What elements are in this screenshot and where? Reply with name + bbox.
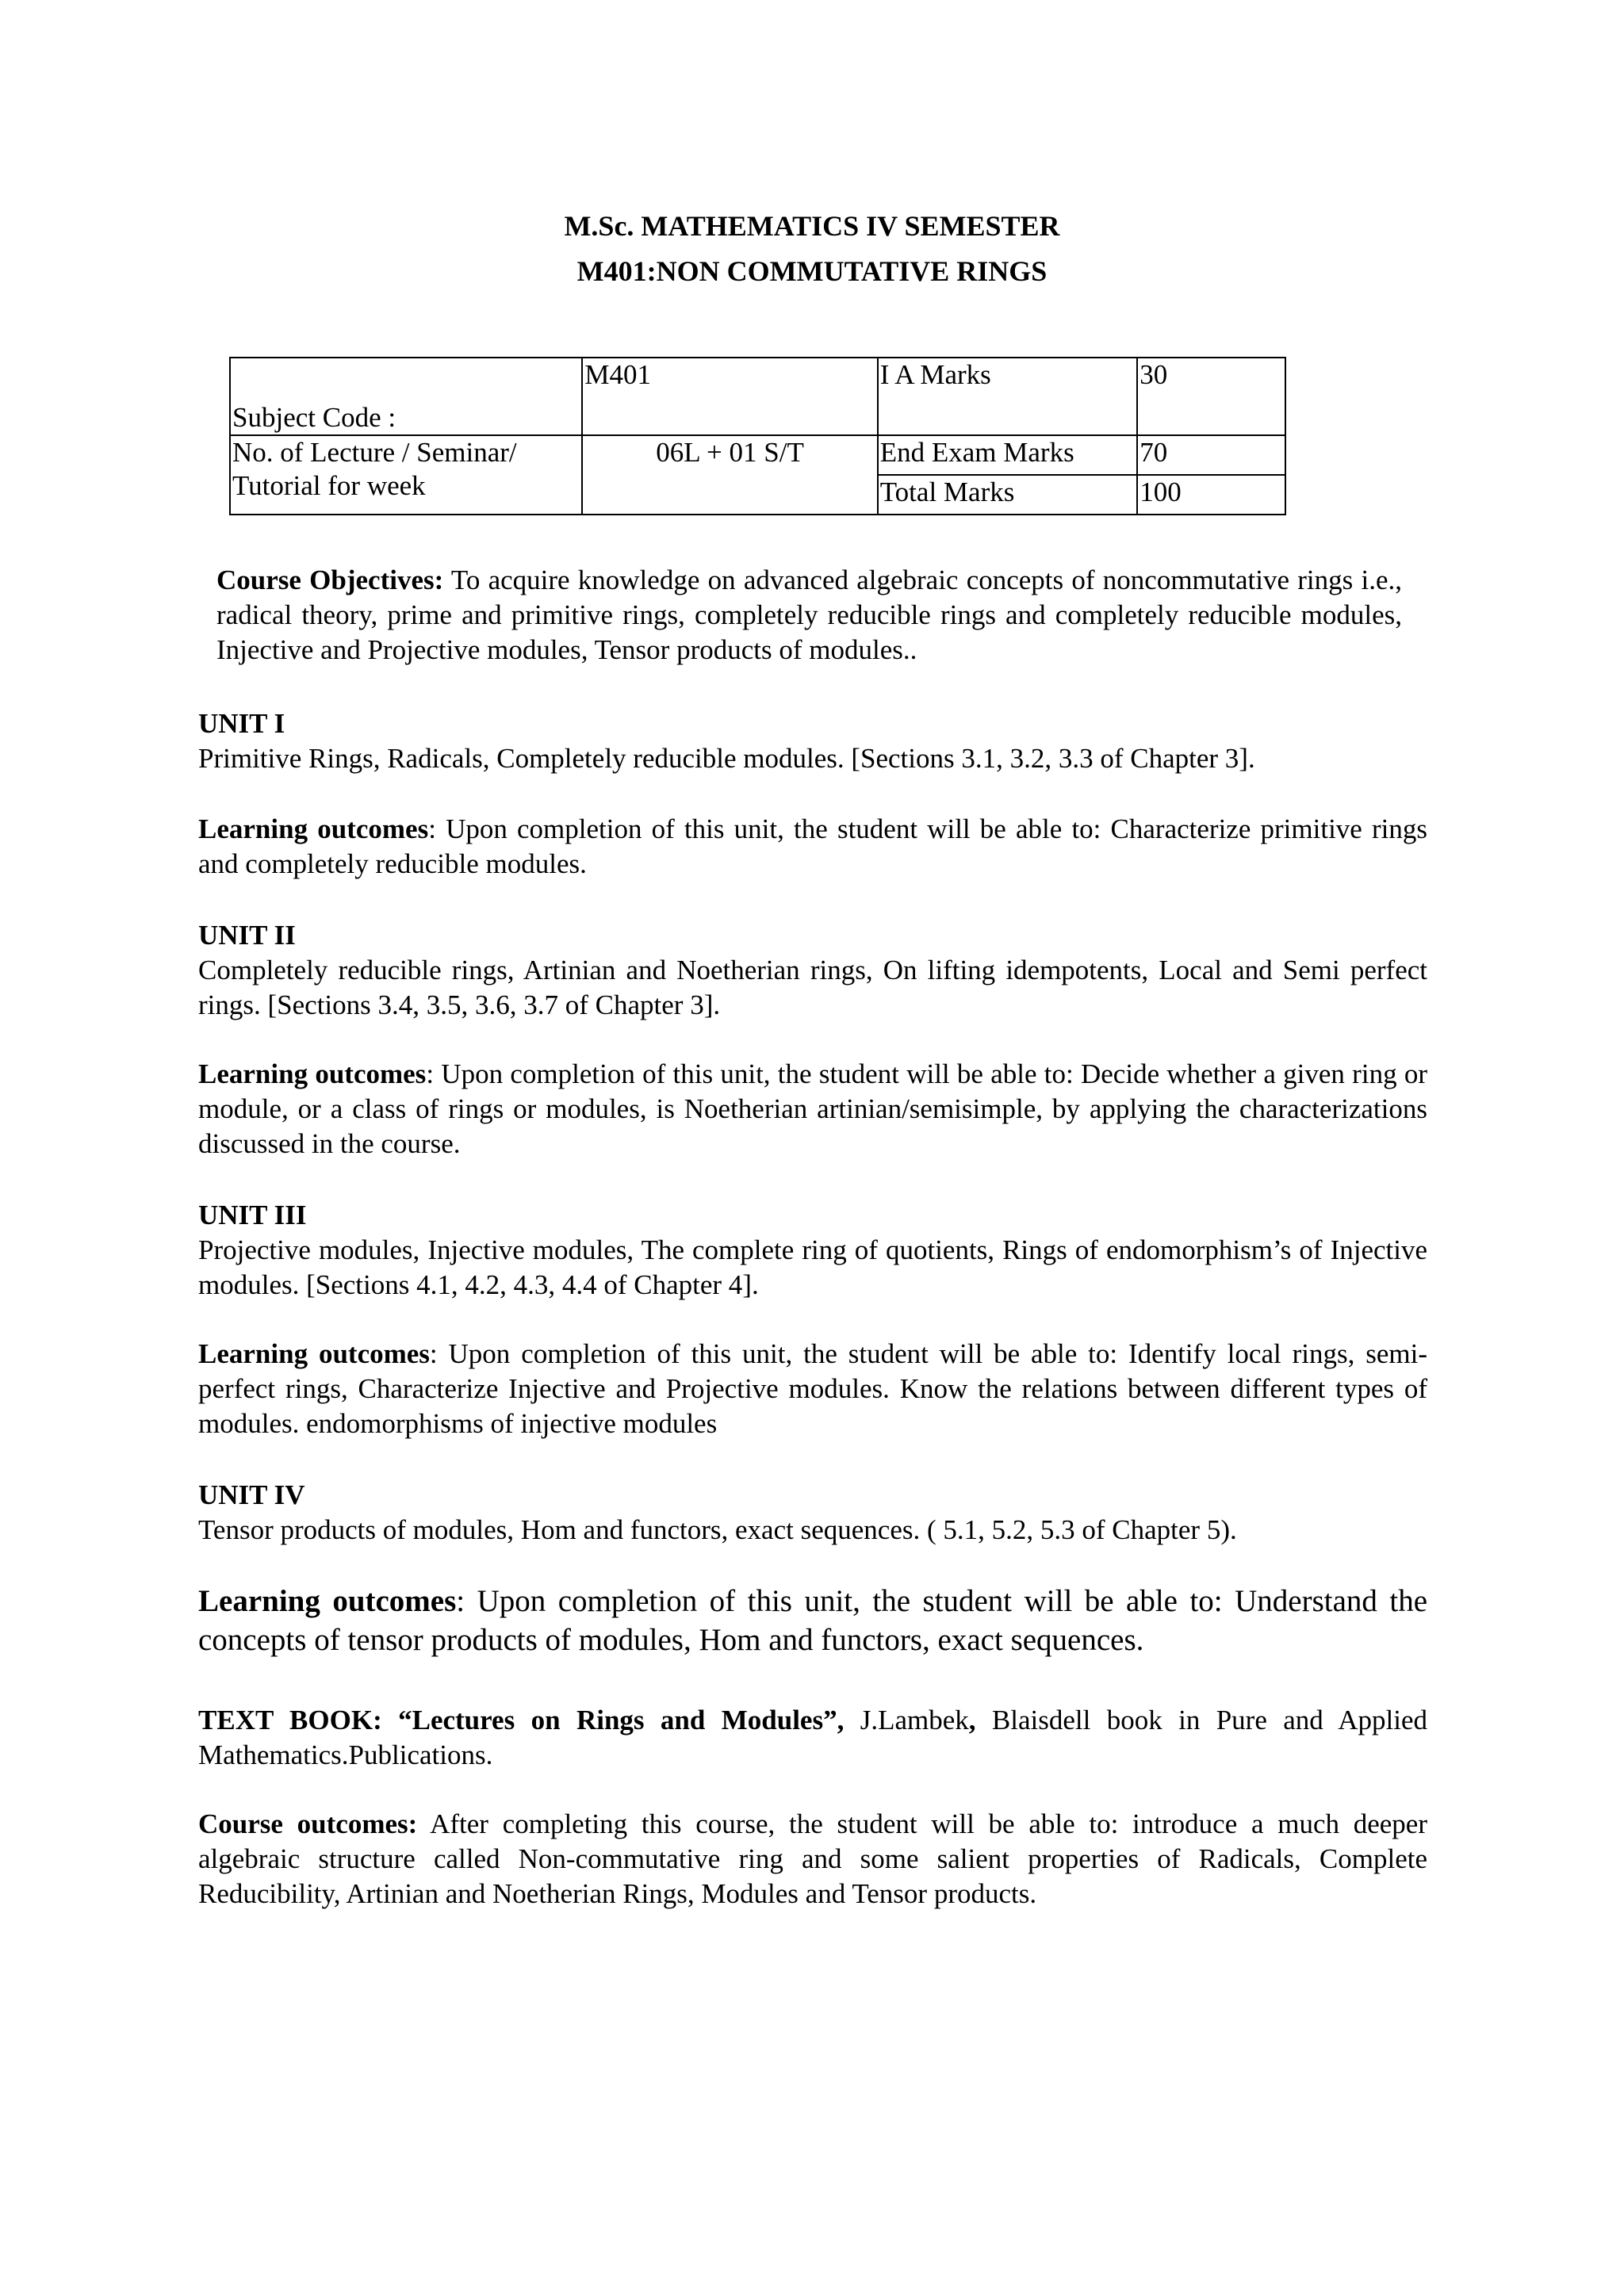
unit-2-outcomes-text: : Upon completion of this unit, the student will be able to: Decide whether a given ring or module, or a class of rings or modules, is Noetherian artinian/semisimple, by applying the characterizations discussed in the course.: [198, 1058, 1427, 1159]
unit-3-content: Projective modules, Injective modules, The complete ring of quotients, Rings of endomorphism’s of Injective modules. [Sections 4.1, 4.2, 4.3, 4.4 of Chapter 4].: [198, 1234, 1427, 1300]
lecture-label: [230, 435, 582, 515]
lecture-label-line1: No. of Lecture / Seminar/: [232, 437, 517, 468]
unit-1-content: Primitive Rings, Radicals, Completely reducible modules. [Sections 3.1, 3.2, 3.3 of Chapter 3].: [198, 743, 1255, 774]
subject-code-value: M401: [582, 358, 877, 435]
unit-3-outcomes-text: : Upon completion of this unit, the student will be able to: Identify local rings, semi-perfect rings, Characterize Injective and Projective modules. Know the relations between different types of modules. endomorphisms of injective modules: [198, 1338, 1427, 1439]
unit-2-heading: UNIT II: [198, 920, 296, 951]
unit-4-outcomes-text: : Upon completion of this unit, the student will be able to: Understand the concepts of tensor products of modules, Hom and functors, exact sequences.: [198, 1584, 1428, 1657]
lecture-label-line2: Tutorial for week: [232, 470, 426, 501]
subject-code-label: Subject Code :: [230, 358, 582, 435]
unit-3-heading: UNIT III: [198, 1200, 307, 1230]
ia-marks-label: I A Marks: [878, 358, 1138, 435]
course-objectives-text: To acquire knowledge on advanced algebraic concepts of noncommutative rings i.e., radical theory, prime and primitive rings, completely reducible rings and completely reducible modules, Injective and Projective modules, Tensor products of modules..: [216, 564, 1402, 665]
unit-4-heading: UNIT IV: [198, 1479, 305, 1510]
unit-1-heading: UNIT I: [198, 708, 285, 739]
ia-marks-value: 30: [1137, 358, 1285, 435]
lecture-value: 06L + 01 S/T: [582, 435, 877, 515]
unit-2-content: Completely reducible rings, Artinian and Noetherian rings, On lifting idempotents, Local and Semi perfect rings. [Sections 3.4, 3.5, 3.6, 3.7 of Chapter 3].: [198, 955, 1427, 1020]
course-title: M401:NON COMMUTATIVE RINGS: [576, 255, 1048, 287]
course-objectives-label: Course Objectives:: [216, 564, 444, 595]
unit-2-outcomes: [198, 1057, 1427, 1161]
course-outcomes-text: After completing this course, the student will be able to: introduce a much deeper algebraic structure called Non-commutative ring and some salient properties of Radicals, Complete Reducibility, Artinian and Noetherian Rings, Modules and Tensor products.: [198, 1808, 1427, 1909]
end-exam-value: 70: [1137, 435, 1285, 475]
unit-1-outcomes: [198, 812, 1427, 882]
unit-4-content: Tensor products of modules, Hom and functors, exact sequences. ( 5.1, 5.2, 5.3 of Chapter 5).: [198, 1514, 1237, 1545]
unit-1-outcomes-label: Learning outcomes: [198, 813, 429, 844]
unit-3-outcomes-label: Learning outcomes: [198, 1338, 430, 1369]
text-book-author: J.Lambek: [844, 1705, 969, 1735]
document-title: M.Sc. MATHEMATICS IV SEMESTER: [564, 210, 1060, 242]
course-objectives: [216, 563, 1402, 668]
unit-2-outcomes-label: Learning outcomes: [198, 1058, 427, 1089]
total-marks-value: 100: [1137, 475, 1285, 515]
course-outcomes-label: Course outcomes:: [198, 1808, 418, 1839]
end-exam-label: End Exam Marks: [878, 435, 1138, 475]
text-book-comma: ,: [968, 1705, 976, 1735]
text-book: [198, 1703, 1427, 1773]
total-marks-label: Total Marks: [878, 475, 1138, 515]
course-outcomes: [198, 1807, 1427, 1911]
unit-1-outcomes-text: : Upon completion of this unit, the student will be able to: Characterize primitive rings and completely reducible modules.: [198, 813, 1427, 879]
unit-4-outcomes-label: Learning outcomes: [198, 1584, 457, 1618]
course-info-table: [229, 357, 1286, 515]
unit-4-outcomes: [198, 1582, 1427, 1659]
text-book-publisher: Blaisdell book in Pure and Applied Mathematics.Publications.: [198, 1705, 1427, 1770]
text-book-label: TEXT BOOK: “Lectures on Rings and Modules”,: [198, 1705, 845, 1735]
unit-3-outcomes: [198, 1337, 1427, 1441]
